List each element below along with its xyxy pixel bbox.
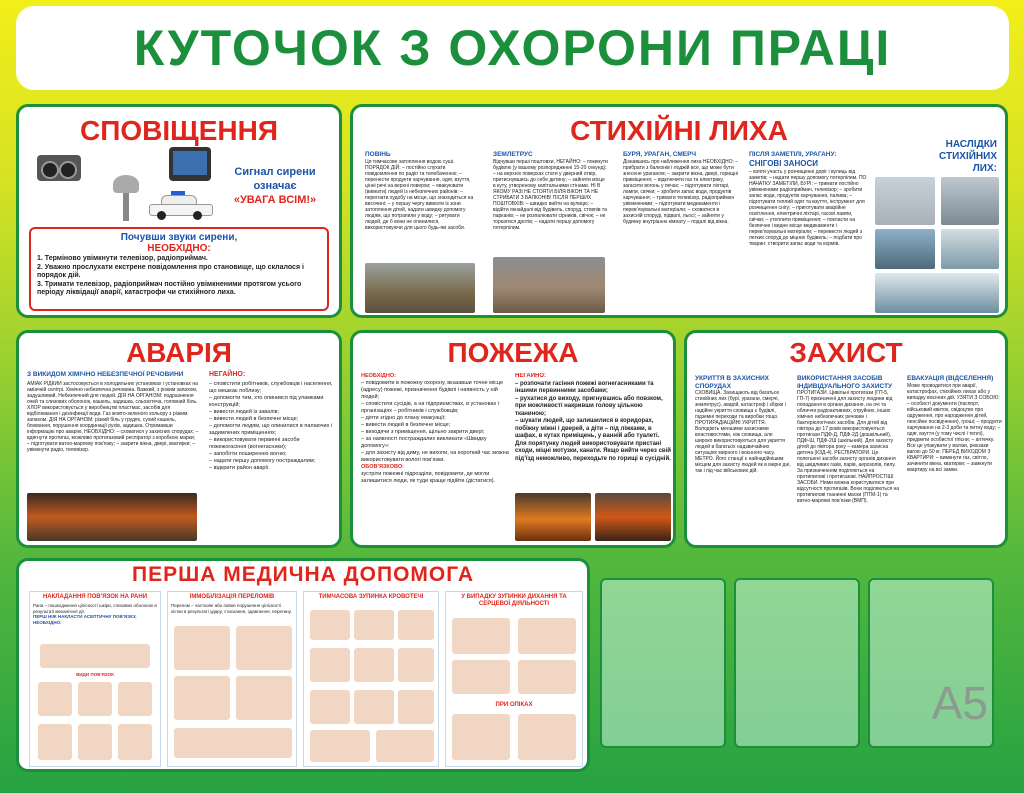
aftermath-photo-3 (875, 229, 935, 269)
accident-panel (16, 330, 342, 548)
splint-figure (174, 626, 230, 670)
shelter-column (695, 375, 791, 543)
storm-heading: БУРЯ, УРАГАН, СМЕРЧ (623, 151, 697, 158)
earthquake-text: Відчувши перші поштовхи, НЕГАЙНО: – покинути будівлю (у вашому розпорядженні 15-20 секунд); – на верхніх поверхах стати у дверний отвір, притиснувшись до себе дитину; – зайняти місце в куту, утвореному капітальними стінами. НІ В ЯКОМУ РАЗІ НЕ СТОЯТИ БІЛЯ ВІКОН ТА НЕ СТРИБАТИ З БАЛКОНІВ! ПІСЛЯ ПЕРШИХ ПОШТОВХІВ: – швидко вийти на вулицю; – відійти якнайдалі від будівель, споруд, стовпів та парканів; – не розпалювати сірників, свічок; – не торкатися дротів; – надати першу допомогу потерпілим. (493, 158, 608, 231)
siren-line-2: означає (253, 180, 297, 192)
evacuation-heading: ЕВАКУАЦІЯ (ВІДСЕЛЕННЯ) (907, 375, 994, 382)
accident-left-text: АМІАК РІДКИЙ застосовується в холодильних установках і установках на аміачній селітрі. Хімічно небезпечна речовина. Важкий, з різким запахом, задушливий. Небезпечний для людей. ДІЯ НА ОРГАНІЗМ: подразнення очей та слизових оболонок, кашель, задишка, сльозотеча, головний біль. ХЛОР використовується у виробництві пластмас, засобів для відбілювання і дезінфекції води. Газ жовто-зеленого кольору з різким запахом. ДІЯ НА ОРГАНІЗМ: різкий біль у грудях, сухий кашель, блювання, порушення координації рухів, задишка. Отримавши інформацію про аварію, НЕОБХІДНО: – сховатися у захисних спорудах; – вдягнути протигаз, можливо протигазовий респіратор з коробкою марки; – підготувати ватно-марлеву пов’язку; – закрити вікна, двері, кватирки; – увімкнути радіо, телевізор. (27, 381, 199, 453)
disasters-title: СТИХІЙНІ ЛИХА (570, 115, 788, 146)
splint-figure (174, 676, 230, 720)
fire-photo-2 (595, 493, 671, 541)
fracture-heading: ІММОБІЛІЗАЦІЯ ПЕРЕЛОМІВ (189, 594, 275, 600)
evacuation-text: Може проводитися при аварії, катастрофах, стихійних лихах або у випадку воєнних дій. УЗЯТИ З СОБОЮ: – особисті документи (паспорт, військовий квиток, свідоцтво про одруження, про народження дітей, пенсійне посвідчення), гроші; – продукти харчування на 2-3 доби та питну воду; – одяг, взуття (у тому числі і теплі), предмети особистої гігієни; – аптечку. Все це упакувати у валізи, рюкзаки вагою до 50 кг. ПЕРЕД ВИХОДОМ З КВАРТИРИ: – вимкнути газ, світло, зачинити вікна, кватирки; – замкнути квартиру на всі замки. (907, 382, 1002, 473)
fire-right-item: – шукати людей, що залишилися в коридорах, побіжну міжні і дверей, а діти – під ліжками, в шафах, в кутах приміщень, у ванній або туалеті. (515, 418, 660, 439)
burn-figure (518, 714, 576, 760)
aftermath-photo-1 (875, 177, 935, 225)
accident-item: – допомогти тим, хто опинився під уламками конструкцій; (209, 395, 324, 408)
tourniquet-figure (398, 648, 434, 682)
protection-title: ЗАХИСТ (789, 337, 903, 368)
disasters-panel (350, 104, 1008, 318)
bleeding-card (303, 591, 439, 767)
accident-item: – сповістити робітників, службовців і населення, що мешкає поблизу; (209, 381, 333, 394)
siren-item: 3. Тримати телевізор, радіоприймач постійно увімкненими протягом усього періоду ліквідації аварії, катастрофи чи стихійного лиха. (37, 280, 302, 296)
fire-left-item: – за наявності постраждалих викликати «Швидку допомогу»: (361, 436, 487, 449)
accident-photo (27, 493, 197, 541)
siren-item: 1. Терміново увімкнути телевізор, радіоприймач. (37, 255, 208, 262)
flood-text: Ця тимчасове затоплення водою суші. ПОРЯДОК ДІЙ: – постійно слухати повідомлення по радіо та телебаченню; – перенести продукти харчування, одяг, взуття, цінні речі на верхні поверхи; – евакуювати (вивезти) людей із небезпечних районів; – перегнати худобу на місце, що знаходиться на височині; – у першу чергу вивезти із зони затоплення дітей, надати швидку допомогу людям, що потрапили у воду; – рятувати людей, де б вони не опинилися, використовуючи для цього будь-які засоби. (365, 158, 474, 231)
wound-dressing-text: Рана – пошкодження цілісності шкіри, слизових оболонок в результаті механічної дії. (33, 603, 157, 614)
a5-pocket-3 (868, 578, 994, 748)
aftermath-heading: НАСЛІДКИ СТИХІЙНИХ ЛИХ: (939, 139, 997, 174)
fire-right-column (515, 373, 671, 489)
fire-left-item: – для захисту від диму, не вихопи, на короткий час можна використовувати вологі пов’язки. (361, 450, 509, 463)
aftermath-photo-5 (875, 273, 999, 313)
fire-left-item: – вивести людей в безпечне місце; (361, 422, 451, 428)
burn-figure (452, 714, 510, 760)
siren-box-need: НЕОБХІДНО: (147, 243, 211, 254)
tourniquet-figure (354, 610, 394, 640)
tourniquet-figure (310, 648, 350, 682)
tourniquet-figure (376, 730, 434, 762)
fire-photo-1 (515, 493, 591, 541)
siren-line-1: Сигнал сирени (234, 166, 316, 178)
splint-figure (236, 626, 292, 670)
fracture-text: Перелом – часткове або повне порушення цілісності кістки в результаті удару, стискання, здавлення, перегину. (171, 603, 292, 614)
fire-left-item: – діяти згідно до плану евакуації; (361, 415, 446, 421)
notification-title: СПОВІЩЕННЯ (80, 115, 278, 146)
tourniquet-figure (398, 690, 434, 724)
fire-left-item: – сповістити сусідів, а на підприємствах, в установах і організаціях – робітників і службовців; (361, 401, 500, 414)
flood-heading: ПОВІНЬ (365, 151, 391, 158)
burns-heading: ПРИ ОПІКАХ (495, 702, 533, 708)
cpr-figure (518, 660, 576, 694)
fire-left-item: – виходячи з приміщення, щільно закрити двері; (361, 429, 485, 435)
siren-line-3: «УВАГА ВСІМ!» (233, 194, 317, 206)
cpr-figure (518, 618, 576, 654)
accident-subtitle: З ВИКИДОМ ХІМІЧНО НЕБЕЗПЕЧНОЇ РЕЧОВИНИ (27, 371, 184, 378)
aftermath-photo-4 (941, 229, 999, 269)
bandage-types-heading: ВИДИ ПОВ’ЯЗОК (76, 672, 114, 677)
cpr-figure (452, 660, 510, 694)
cpr-figure (452, 618, 510, 654)
splint-figure (174, 728, 292, 758)
tourniquet-figure (354, 648, 394, 682)
tourniquet-figure (354, 690, 394, 724)
accident-right-list (209, 381, 337, 541)
protection-panel (684, 330, 1008, 548)
evacuation-column (907, 375, 1003, 543)
accident-item: – вивести людей в безпечне місце; (209, 416, 299, 422)
radio-icon (37, 155, 81, 181)
flood-photo (365, 263, 475, 313)
fire-right-item: Для порятунку людей використовувати пристані сходи, міцні мотузки, канати. Якщо вийти через свій під’їзд неможливо, переходьте по горищі в сусідній. (515, 440, 671, 462)
flood-column (365, 151, 477, 259)
accident-item: – вивести людей із завалів; (209, 409, 280, 415)
accident-item: – використовувати первинні засоби пожежогасіння (вогнегасники); (209, 437, 300, 450)
accident-need: НЕГАЙНО: (209, 371, 246, 378)
bandage-figure (78, 724, 112, 760)
header-banner (16, 6, 1009, 90)
tourniquet-figure (310, 690, 350, 724)
first-aid-title: ПЕРША МЕДИЧНА ДОПОМОГА (132, 563, 474, 586)
accident-title: АВАРІЯ (126, 337, 232, 368)
storm-text: Дізнавшись про наближення лиха НЕОБХІДНО: – прибрати з балконів і лоджій все, що може бути знесене ураганом; – закрити вікна, двері, горищні приміщення; – відключити газ та електрику, загасити вогонь у печах; – підготувати ліхтарі, лампи, свічки; – зробити запас води, продуктів харчування; – тримати телевізор, радіоприймач увімкненими; – підготувати медикаменти і перев’язувальні матеріали; – сховатися в захисній споруді, підвалі, льосі; – зайняти у будинку внутрішню кімнату – подалі від вікна. (623, 158, 739, 225)
accident-item: – допомогти людям, що опинилися в палаючих і задимлених приміщеннях; (209, 423, 333, 436)
wound-dressing-card (29, 591, 161, 767)
tourniquet-figure (310, 610, 350, 640)
bleeding-heading: ТИМЧАСОВА ЗУПИНКА КРОВОТЕЧІ (318, 594, 424, 600)
tourniquet-figure (398, 610, 434, 640)
earthquake-heading: ЗЕМЛЕТРУС (493, 151, 533, 158)
bandage-figure (38, 682, 72, 716)
fire-right-item: – рухатися до виходу, пригнувшись або повзком, при можливості накривши голову цільною тканиною; (515, 395, 663, 417)
tv-icon (169, 147, 211, 181)
ppe-text: ПРОТИГАЗИ. Цивільні протигази (ГП-5, ГП-7) призначені для захисту людини від попадання в органи дихання, на очі та обличчя радіоактивних, отруйних, інших хімічно небезпечних речовин і бактеріологічних засобів. Для дітей від півтора до 17 років використовуються протигази ПДФ-Д, ПДФ-2Д (дошкільний), ПДФ-Ш, ПДФ-2Ш (шкільний). Для захисту дітей до півтора року – камера захисна дитяча (КЗД-4). РЕСПІРАТОРИ. Це полегшені засоби захисту органів дихання від шкідливих газів, парів, аерозолів, пилу. За призначенням поділяються на протипилові і протигазові. НАЙПРОСТІШІ ЗАСОБИ. Ними можна користуватися при відсутності протигазів. Вони поділяються на протипилові тканинні маски (ПТМ-1) та ватно-марлеві пов’язки (ВМП). (797, 390, 900, 504)
shelter-heading: УКРИТТЯ В ЗАХИСНИХ СПОРУДАХ (695, 375, 770, 390)
ppe-heading: ВИКОРИСТАННЯ ЗАСОБІВ ІНДИВІДУАЛЬНОГО ЗАХИСТУ (797, 375, 893, 390)
fire-left-heading: НЕОБХІДНО: (361, 373, 396, 379)
wound-dressing-sub: ПЕРШ НІЖ НАКЛАСТИ АСЕПТИЧНУ ПОВ’ЯЗКУ, НЕОБХІДНО: (33, 614, 137, 625)
bandage-figure (118, 682, 152, 716)
notification-panel (16, 104, 342, 318)
fire-left-heading-2: ОБОВ’ЯЗКОВО: (361, 464, 404, 470)
fire-right-item: – розпочати гасіння пожежі вогнегасниками та іншими первинними засобами; (515, 380, 654, 394)
bandage-figure (40, 644, 150, 668)
siren-instructions-box (29, 227, 329, 311)
fire-panel (350, 330, 676, 548)
earthquake-column (493, 151, 608, 253)
a5-label: A5 (931, 677, 988, 729)
a5-pocket-1 (600, 578, 726, 748)
fire-left-column (361, 373, 509, 543)
cpr-card (445, 591, 583, 767)
tourniquet-figure (310, 730, 370, 762)
ppe-column (797, 375, 901, 543)
earthquake-photo (493, 257, 605, 313)
snow-column (749, 151, 867, 313)
fire-left-item: – повідомити в пожежну охорону, вказавши точне місце (адресу) пожежі, призначення будівлі і наявність у ній людей; (361, 380, 504, 400)
shelter-text: СХОВИЩА. Захищають від багатьох стихійних лих (бурі, урагани, смерчі, землетрус), аварій, катастроф і збірки і надійне укриття сховища є будівлі, підземні переходи та виробки тощо. ПРОТИРАДІАЦІЙНІ УКРИТТЯ. Володіють меншими захисними властивостями, ніж сховища, але широко використовуються для укриття людей в багатьох надзвичайних ситуаціях мирного і воєнного часу. МЕТРО. Його станції є найнадійнішим місцем для захисту людей як в мирні дні, так і під час військових дій. (695, 390, 791, 474)
after-storm-heading: ПІСЛЯ ЗАМЕТІЛІ, УРАГАНУ: (749, 151, 837, 158)
siren-item: 2. Уважно прослухати екстрене повідомлення про становище, що склалося і порядок дій. (37, 263, 304, 279)
siren-box-heading: Почувши звуки сирени, (120, 232, 238, 243)
siren-icon (109, 175, 143, 221)
cpr-heading: У ВИПАДКУ ЗУПИНКИ ДИХАННЯ ТА СЕРЦЕВОЇ ДІЯЛЬНОСТІ (461, 594, 567, 607)
bandage-figure (78, 682, 112, 716)
wound-dressing-heading: НАКЛАДАННЯ ПОВ’ЯЗОК НА РАНИ (42, 594, 148, 600)
fire-left-text-2: зустріти пожежні підрозділи, повідомити, де могли залишитися люди, як туди краще підійти (дістатися). (361, 471, 496, 484)
snow-text: – взяти участь у розчищенні доріг і вулиць від заметів; – надати першу допомогу потерпілим. ПО НАЧАТКУ ЗАМЕТІЛИ, БУРІ: – тримати постійно увімкненими радіоприймач, телевізор; – зробити запас води, продуктів харчування, палива; – підготувати теплий одяг та взуття, інструмент для розчищення снігу; – приготувати аварійне освітлення, електричні ліхтарі, гасові лампи, свічки; – утеплити приміщення; – покласти на безпечне і видне місце медикаменти і перев’язувальні матеріали; – перевести людей з легких споруд до міцних будівель; – подбати про тварин: створити запас води та кормів. (749, 168, 867, 247)
first-aid-panel (16, 558, 590, 772)
page-title: КУТОЧОК З ОХОРОНИ ПРАЦІ (133, 20, 892, 76)
fracture-card (167, 591, 297, 767)
a5-pocket-2 (734, 578, 860, 748)
snow-heading: СНІГОВІ ЗАНОСИ (749, 158, 818, 168)
bandage-figure (118, 724, 152, 760)
accident-item: – надати першу допомогу постраждалим; (209, 458, 316, 464)
accident-item: – запобігти поширенню вогню; (209, 451, 287, 457)
aftermath-photo-2 (941, 177, 999, 225)
bandage-figure (38, 724, 72, 760)
fire-right-heading: НЕГАЙНО: (515, 373, 547, 379)
fire-title: ПОЖЕЖА (447, 337, 579, 368)
accident-item: – відкрити район аварії. (209, 465, 270, 471)
siren-caption (215, 165, 335, 207)
splint-figure (236, 676, 292, 720)
police-car-icon (149, 195, 211, 219)
storm-column (623, 151, 739, 313)
